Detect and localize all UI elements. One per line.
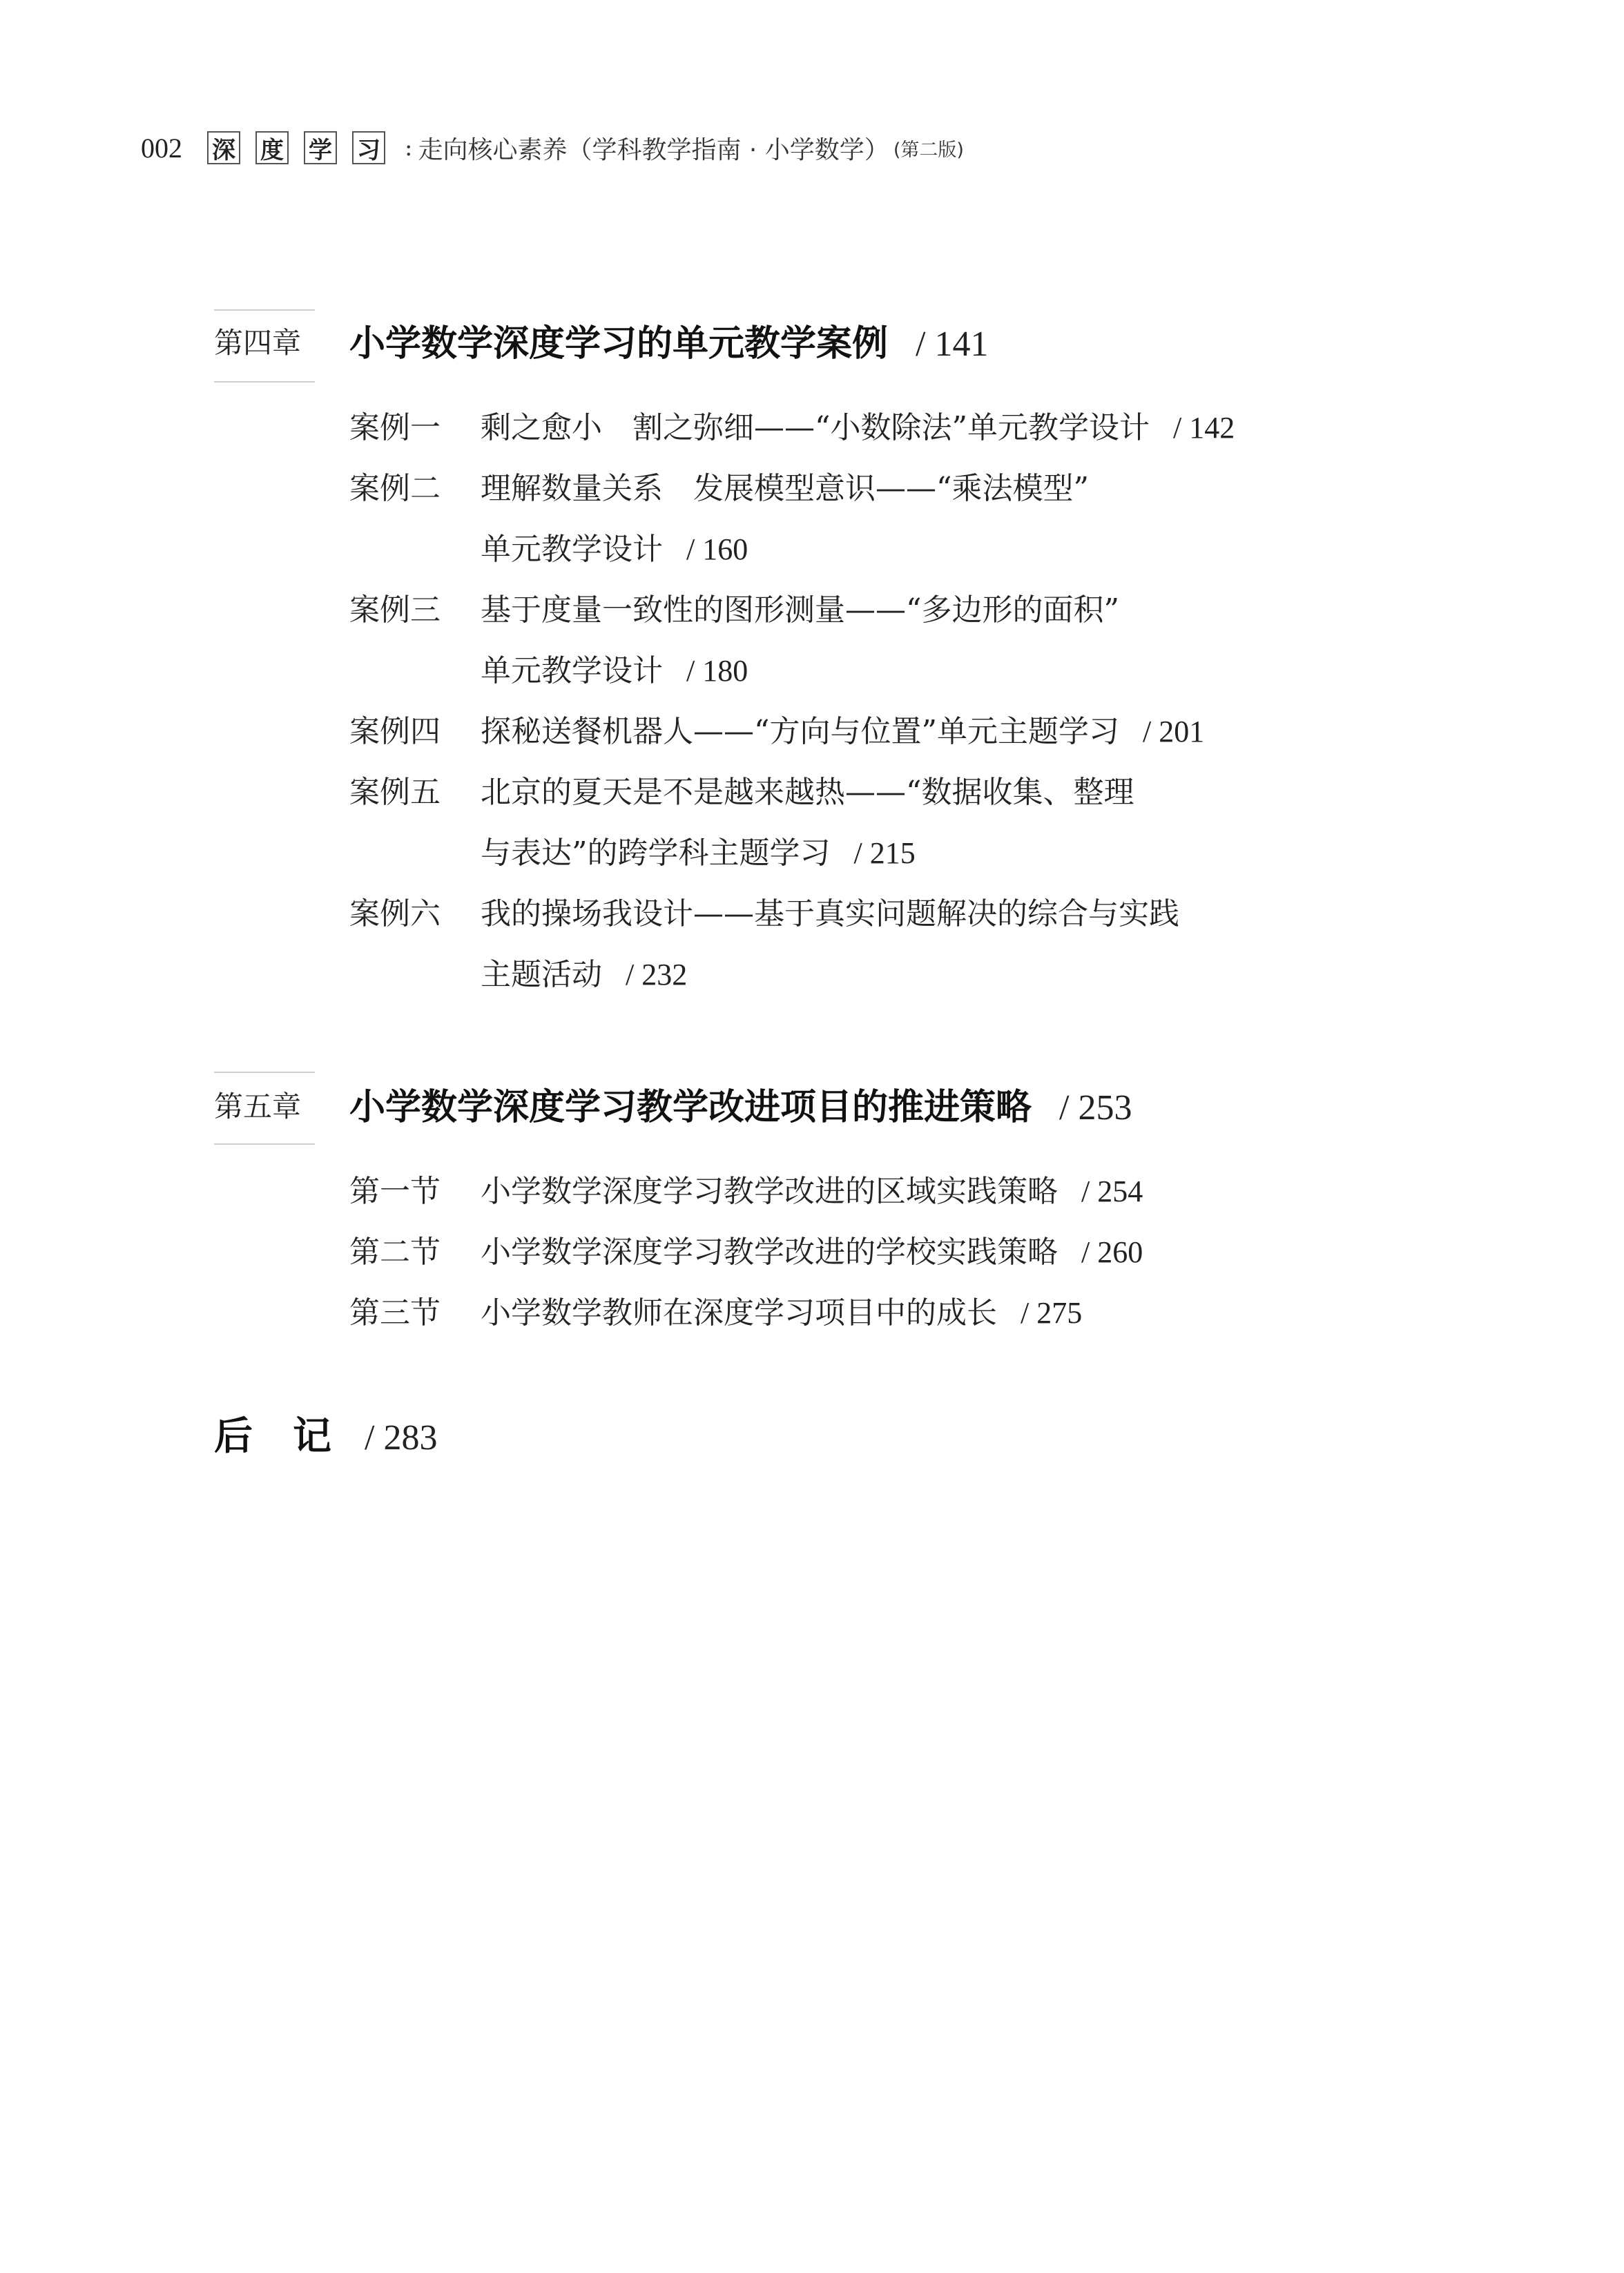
series-title-char: 学 <box>304 131 337 164</box>
toc-entry[interactable] <box>349 580 1119 641</box>
chapter-page-number[interactable]: / 141 <box>916 325 989 364</box>
entry-page-number: / 254 <box>1081 1174 1143 1208</box>
entry-label: 案例六 <box>349 896 441 931</box>
afterword-title: 后记 <box>214 1413 371 1459</box>
entry-title-cont: 主题活动 <box>481 957 602 992</box>
header-colon: : <box>405 134 413 162</box>
entry-title-cont: 单元教学设计 <box>481 532 663 567</box>
entry-title: 基于度量一致性的图形测量——“多边形的面积” <box>481 592 1119 628</box>
toc-entry-continuation <box>481 519 748 580</box>
afterword-page-number: / 283 <box>365 1418 438 1458</box>
entry-label: 案例四 <box>349 714 441 749</box>
entry-title: 我的操场我设计——基于真实问题解决的综合与实践 <box>481 896 1179 931</box>
entry-title: 理解数量关系 发展模型意识——“乘法模型” <box>481 471 1089 506</box>
book-edition: (第二版) <box>893 139 964 161</box>
chapter-page-number[interactable]: / 253 <box>1059 1088 1132 1128</box>
chapter-label: 第四章 <box>214 326 302 360</box>
chapter-title-text: 小学数学深度学习的单元教学案例 <box>349 322 889 365</box>
entry-label: 案例一 <box>349 410 441 445</box>
toc-entry-continuation <box>481 641 748 702</box>
chapter-title <box>349 322 989 365</box>
entry-title: 小学数学教师在深度学习项目中的成长 <box>481 1295 997 1331</box>
chapter-label: 第五章 <box>214 1090 302 1123</box>
book-subtitle: 走向核心素养（学科教学指南 · 小学数学） <box>418 135 889 164</box>
entry-title: 小学数学深度学习教学改进的学校实践策略 <box>481 1235 1058 1270</box>
chapter-label-rule-top <box>214 1072 315 1073</box>
series-title-char: 度 <box>255 131 289 164</box>
toc-afterword[interactable] <box>214 1413 438 1459</box>
toc-entry[interactable] <box>349 1161 1143 1222</box>
toc-entry[interactable] <box>349 1283 1082 1344</box>
entry-label: 案例五 <box>349 775 441 810</box>
entry-page-number: / 275 <box>1021 1296 1083 1330</box>
toc-entry[interactable] <box>349 398 1235 458</box>
toc-entry[interactable] <box>349 458 1089 519</box>
chapter-title-text: 小学数学深度学习教学改进项目的推进策略 <box>349 1086 1032 1128</box>
chapter-title <box>349 1086 1132 1128</box>
toc-entry[interactable] <box>349 762 1134 823</box>
entry-title: 探秘送餐机器人——“方向与位置”单元主题学习 <box>481 714 1119 749</box>
running-header <box>141 128 964 167</box>
entry-label: 案例二 <box>349 471 441 506</box>
entry-page-number: / 160 <box>686 532 748 566</box>
entry-page-number: / 180 <box>686 654 748 688</box>
page-number: 002 <box>141 132 182 164</box>
entry-label: 第一节 <box>349 1174 441 1209</box>
entry-page-number: / 215 <box>853 836 916 870</box>
toc-entry[interactable] <box>349 884 1179 945</box>
entry-title: 剩之愈小 割之弥细——“小数除法”单元教学设计 <box>481 410 1150 445</box>
entry-title-cont: 单元教学设计 <box>481 653 663 688</box>
toc-entry[interactable] <box>349 1222 1143 1283</box>
entry-label: 第三节 <box>349 1295 441 1331</box>
entry-title-cont: 与表达”的跨学科主题学习 <box>481 835 831 871</box>
entry-title: 小学数学深度学习教学改进的区域实践策略 <box>481 1174 1058 1209</box>
entry-page-number: / 232 <box>626 958 688 992</box>
chapter-label-rule-bottom <box>214 381 315 383</box>
entry-page-number: / 260 <box>1081 1235 1143 1269</box>
entry-title: 北京的夏天是不是越来越热——“数据收集、整理 <box>481 775 1134 810</box>
toc-entry-continuation <box>481 823 916 884</box>
chapter-label-rule-top <box>214 309 315 311</box>
chapter-label-rule-bottom <box>214 1143 315 1145</box>
toc-entry-continuation <box>481 945 687 1005</box>
series-title-char: 习 <box>352 131 385 164</box>
series-title-char: 深 <box>207 131 240 164</box>
entry-page-number: / 201 <box>1143 715 1205 748</box>
entry-label: 案例三 <box>349 592 441 628</box>
toc-entry[interactable] <box>349 702 1204 762</box>
entry-label: 第二节 <box>349 1235 441 1270</box>
entry-page-number: / 142 <box>1173 411 1235 445</box>
